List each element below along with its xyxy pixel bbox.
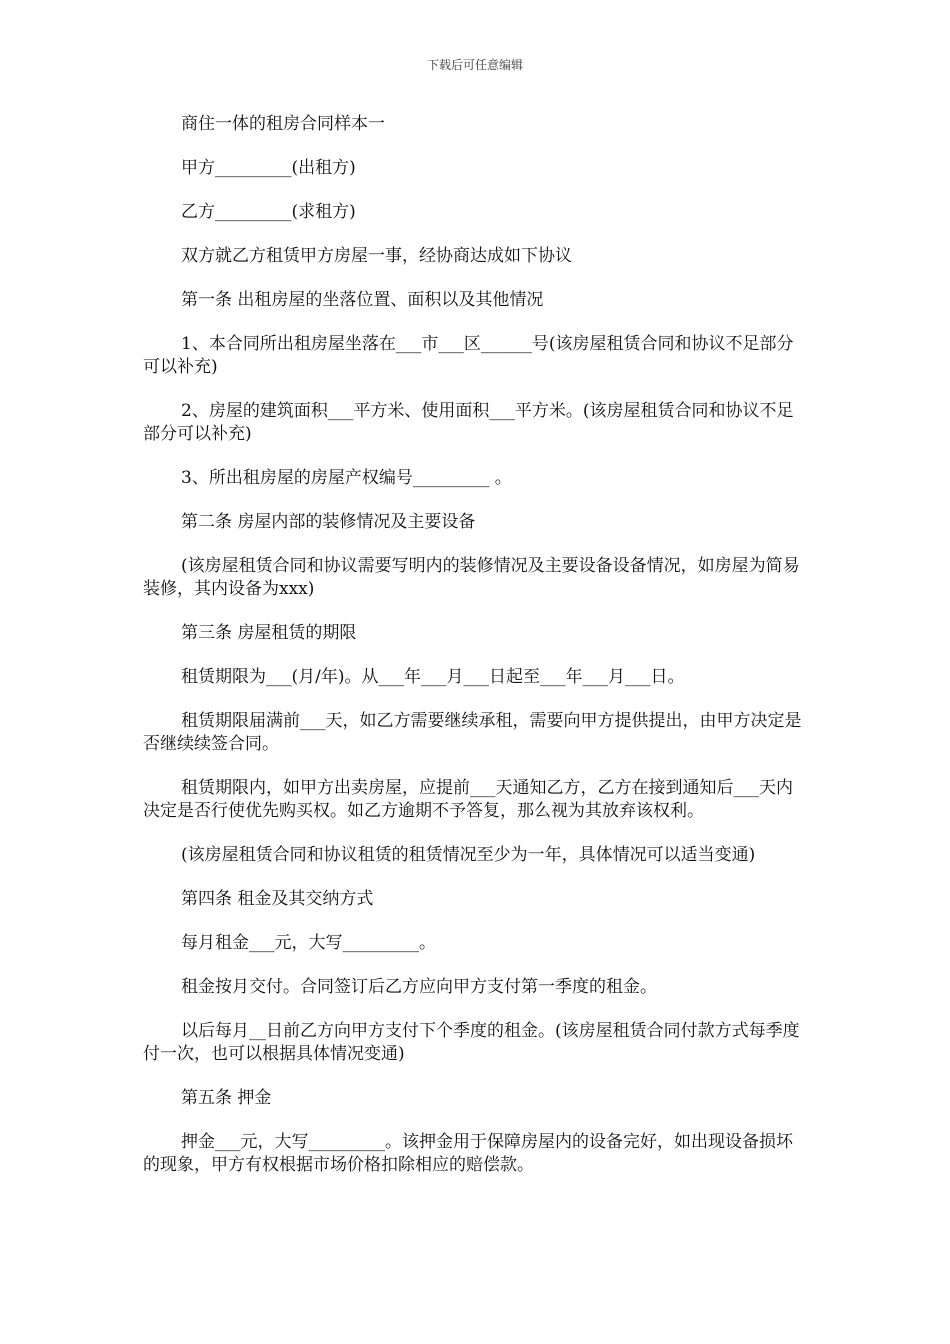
article-1-item-2: 2、房屋的建筑面积___平方米、使用面积___平方米。(该房屋租赁合同和协议不足部分可以补充) (143, 401, 794, 444)
article-1-heading: 第一条 出租房屋的坐落位置、面积以及其他情况 (181, 290, 544, 310)
article-3-heading: 第三条 房屋租赁的期限 (181, 623, 357, 643)
deposit-paragraph: 押金___元，大写_________。该押金用于保障房屋内的设备完好，如出现设备损坏的现象，甲方有权根据市场价格扣除相应的赔偿款。 (143, 1132, 793, 1175)
preemptive-right-paragraph: 租赁期限内，如甲方出卖房屋，应提前___天通知乙方，乙方在接到通知后___天内决定是否行使优先购买权。如乙方逾期不予答复，那么视为其放弃该权利。 (143, 778, 793, 821)
article-1-item-1: 1、本合同所出租房屋坐落在___市___区______号(该房屋租赁合同和协议不足部分可以补充) (143, 334, 794, 377)
rent-payment-paragraph: 租金按月交付。合同签订后乙方应向甲方支付第一季度的租金。 (181, 977, 657, 997)
article-2-note: (该房屋租赁合同和协议需要写明内的装修情况及主要设备设备情况，如房屋为简易装修，其内设备为xxx) (143, 556, 800, 599)
agreement-intro: 双方就乙方租赁甲方房屋一事，经协商达成如下协议 (181, 246, 572, 266)
article-2-heading: 第二条 房屋内部的装修情况及主要设备 (181, 512, 476, 532)
article-5-heading: 第五条 押金 (181, 1088, 272, 1108)
party-b-line: 乙方_________(求租方) (181, 202, 356, 222)
document-body (143, 113, 808, 1198)
article-4-heading: 第四条 租金及其交纳方式 (181, 889, 374, 909)
party-a-line: 甲方_________(出租方) (181, 158, 356, 178)
lease-term-paragraph: 租赁期限为___(月/年)。从___年___月___日起至___年___月___日。 (181, 667, 685, 687)
monthly-rent-paragraph: 每月租金___元，大写_________。 (181, 933, 436, 953)
document-title: 商住一体的租房合同样本一 (181, 114, 385, 134)
lease-renewal-paragraph: 租赁期限届满前___天，如乙方需要继续承租，需要向甲方提供提出，由甲方决定是否继续续签合同。 (143, 711, 802, 754)
article-1-item-3: 3、所出租房屋的房屋产权编号_________ 。 (181, 468, 512, 488)
page-header-note: 下载后可任意编辑 (426, 58, 523, 72)
article-3-note: (该房屋租赁合同和协议租赁的租赁情况至少为一年，具体情况可以适当变通) (181, 845, 756, 865)
rent-schedule-paragraph: 以后每月__日前乙方向甲方支付下个季度的租金。(该房屋租赁合同付款方式每季度付一次，也可以根据具体情况变通) (143, 1021, 800, 1064)
